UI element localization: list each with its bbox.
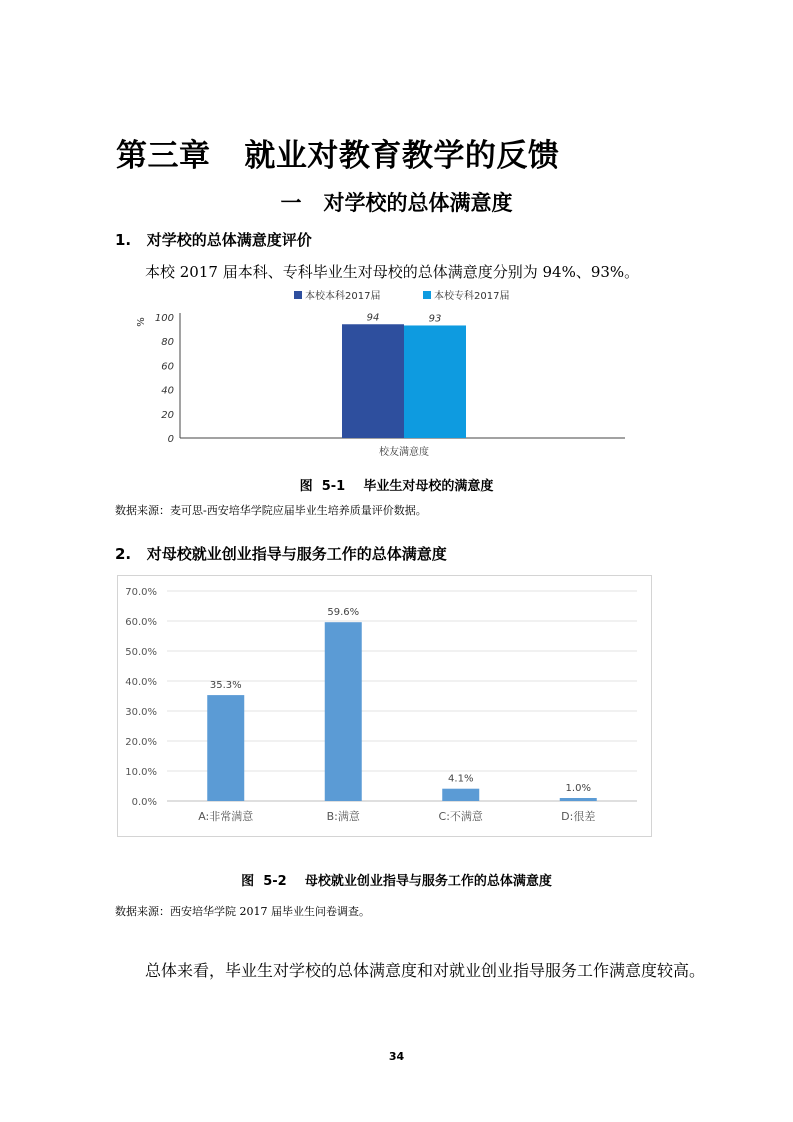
y-axis-label: % <box>136 317 147 327</box>
x-category-label: B:满意 <box>326 810 360 823</box>
bar-1 <box>342 324 404 438</box>
y-tick-label: 100 <box>154 313 174 324</box>
x-category-label: A:非常满意 <box>198 810 254 823</box>
bar-data-label: 35.3% <box>209 680 242 692</box>
x-category-label: 校友满意度 <box>379 447 429 458</box>
bar <box>560 798 597 801</box>
bar-data-label: 59.6% <box>327 607 360 619</box>
paragraph-overall-satisfaction: 本校 2017 届本科、专科毕业生对母校的总体满意度分别为 94%、93%。 <box>145 263 640 281</box>
y-tick-label: 60.0% <box>125 617 157 628</box>
bar-data-label-1: 94 <box>366 312 380 324</box>
data-source-1: 数据来源：麦可思-西安培华学院应届毕业生培养质量评价数据。 <box>115 504 427 517</box>
section-title: 一 对学校的总体满意度 <box>280 191 513 215</box>
subsection-heading-1: 1. 对学校的总体满意度评价 <box>115 231 312 249</box>
bar <box>442 789 479 801</box>
chart-alma-mater-satisfaction <box>130 285 630 465</box>
y-tick-label: 70.0% <box>125 587 157 598</box>
data-source-2: 数据来源：西安培华学院 2017 届毕业生问卷调查。 <box>115 905 370 918</box>
y-tick-label: 20 <box>161 409 174 421</box>
figure-caption-5-1: 图 5-1 毕业生对母校的满意度 <box>299 479 494 494</box>
y-tick-label: 60 <box>161 361 174 373</box>
y-tick-label: 40 <box>161 385 174 397</box>
chapter-title: 第三章 就业对教育教学的反馈 <box>116 138 560 174</box>
legend-label-2: 本校专科2017届 <box>434 291 510 302</box>
bar <box>207 695 244 801</box>
bar-data-label: 4.1% <box>448 773 474 785</box>
bar-data-label-2: 93 <box>428 313 442 325</box>
y-tick-label: 0.0% <box>131 797 157 808</box>
y-tick-label: 20.0% <box>125 737 157 748</box>
y-tick-label: 40.0% <box>125 677 157 688</box>
y-tick-label: 30.0% <box>125 707 157 718</box>
y-tick-label: 10.0% <box>125 767 157 778</box>
page-number: 34 <box>388 1050 405 1063</box>
y-tick-label: 0 <box>167 434 174 445</box>
bar-data-label: 1.0% <box>565 783 591 794</box>
legend-swatch-2 <box>423 291 431 299</box>
legend-label-1: 本校本科2017届 <box>305 291 381 302</box>
paragraph-summary: 总体来看，毕业生对学校的总体满意度和对就业创业指导服务工作满意度较高。 <box>145 961 706 980</box>
legend-swatch-1 <box>294 291 302 299</box>
y-tick-label: 50.0% <box>125 647 157 658</box>
figure-caption-5-2: 图 5-2 母校就业创业指导与服务工作的总体满意度 <box>241 874 552 889</box>
bar-2 <box>404 325 466 438</box>
x-category-label: D:很差 <box>561 810 596 823</box>
y-tick-label: 80 <box>161 337 174 349</box>
chart-frame <box>118 576 652 837</box>
bar <box>325 622 362 801</box>
x-category-label: C:不满意 <box>438 810 483 823</box>
chart-career-guidance-satisfaction <box>117 575 652 837</box>
subsection-heading-2: 2. 对母校就业创业指导与服务工作的总体满意度 <box>115 545 447 563</box>
